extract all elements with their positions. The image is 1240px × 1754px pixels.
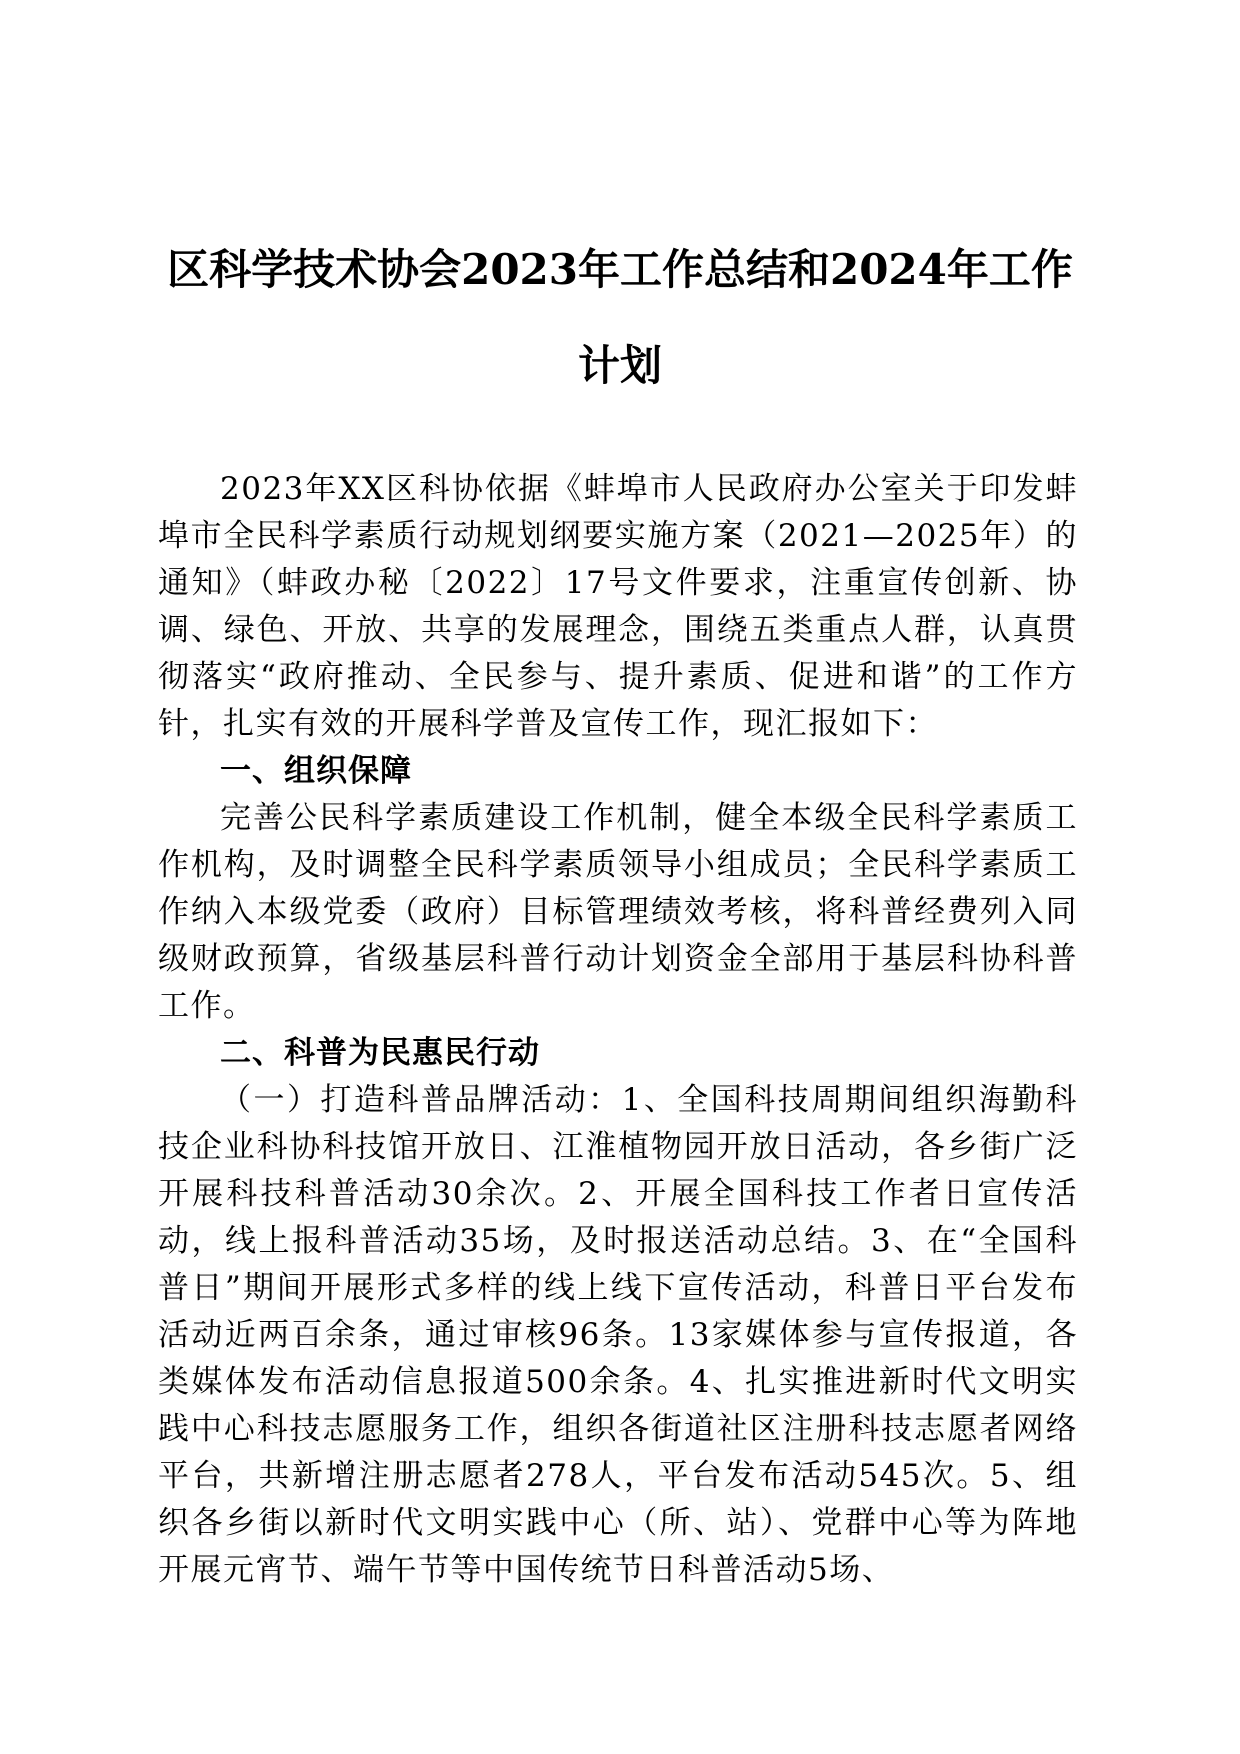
- section-paragraph-organization: 完善公民科学素质建设工作机制，健全本级全民科学素质工作机构，及时调整全民科学素质领导小组成员；全民科学素质工作纳入本级党委（政府）目标管理绩效考核，将科普经费列入同级财政预算，省级基层科普行动计划资金全部用于基层科协科普工作。: [158, 800, 1078, 1024]
- document-body: [158, 466, 1078, 1594]
- intro-paragraph: 2023年XX区科协依据《蚌埠市人民政府办公室关于印发蚌埠市全民科学素质行动规划纲要实施方案（2021—2025年）的通知》（蚌政办秘〔2022〕17号文件要求，注重宣传创新、协调、绿色、开放、共享的发展理念，围绕五类重点人群，认真贯彻落实“政府推动、全民参与、提升素质、促进和谐”的工作方针，扎实有效的开展科学普及宣传工作，现汇报如下：: [158, 471, 1078, 742]
- section-heading-outreach: 二、科普为民惠民行动: [220, 1035, 540, 1071]
- section-paragraph-outreach: （一）打造科普品牌活动：1、全国科技周期间组织海勤科技企业科协科技馆开放日、江淮植物园开放日活动，各乡街广泛开展科技科普活动30余次。2、开展全国科技工作者日宣传活动，线上报科普活动35场，及时报送活动总结。3、在“全国科普日”期间开展形式多样的线上线下宣传活动，科普日平台发布活动近两百余条，通过审核96条。13家媒体参与宣传报道，各类媒体发布活动信息报道500余条。4、扎实推进新时代文明实践中心科技志愿服务工作，组织各街道社区注册科技志愿者网络平台，共新增注册志愿者278人，平台发布活动545次。5、组织各乡街以新时代文明实践中心（所、站）、党群中心等为阵地开展元宵节、端午节等中国传统节日科普活动5场、: [158, 1082, 1078, 1588]
- document-title: 区科学技术协会2023年工作总结和2024年工作计划: [167, 245, 1073, 390]
- section-heading-organization: 一、组织保障: [220, 753, 412, 789]
